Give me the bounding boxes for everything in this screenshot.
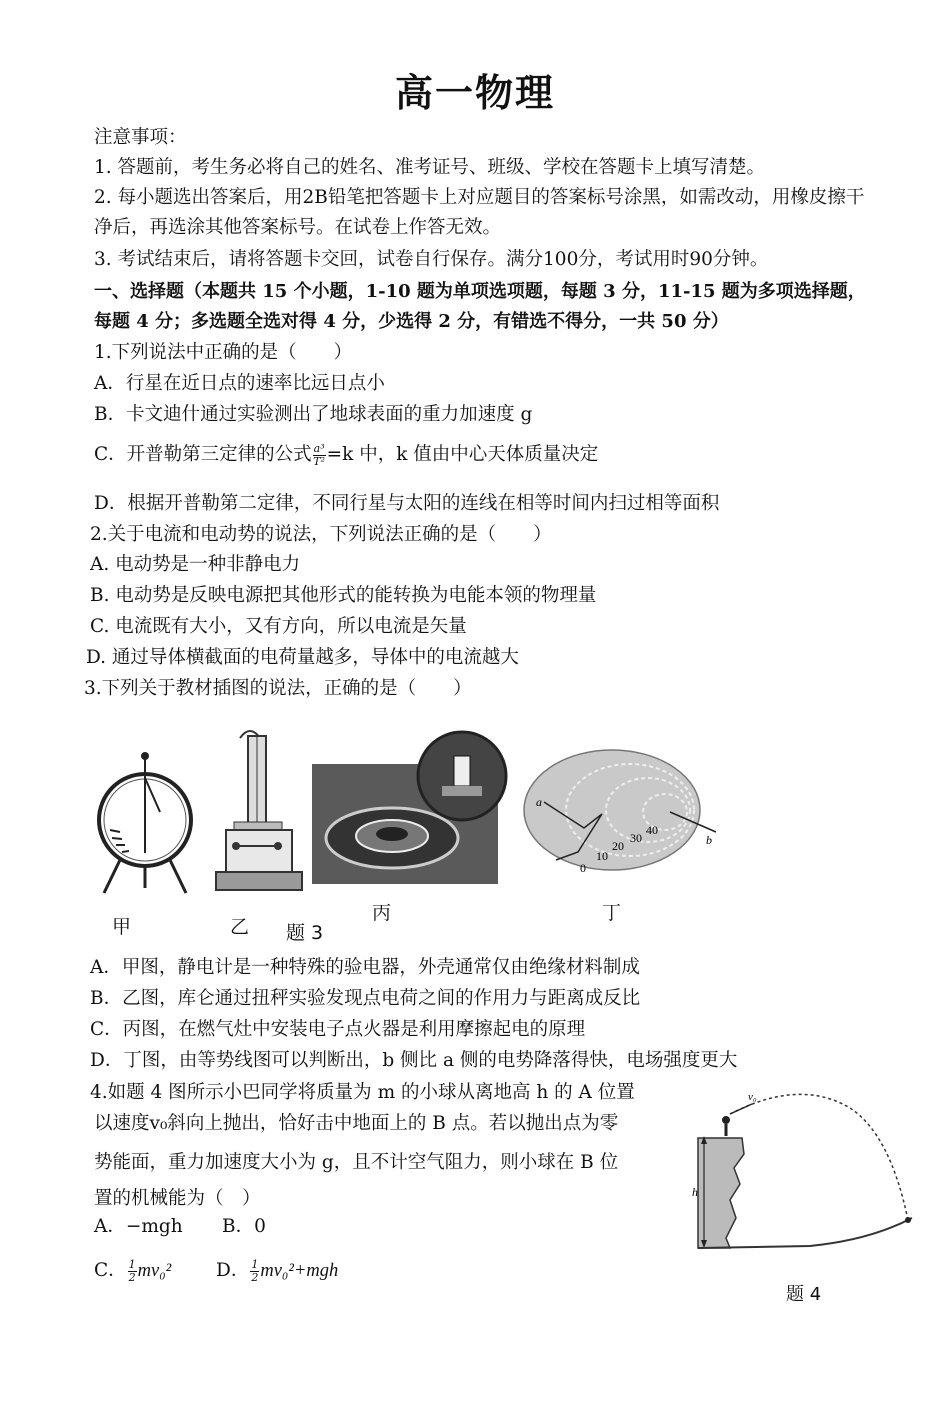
q4-stem-line-4: 置的机械能为（ ） <box>94 1188 261 1209</box>
q2-option-d: D. 通过导体横截面的电荷量越多，导体中的电流越大 <box>86 647 519 668</box>
point-a-label: a <box>536 795 542 809</box>
kepler-fraction <box>313 443 326 468</box>
q4-option-b: B．0 <box>222 1216 266 1237</box>
half-denominator-c: 2 <box>128 1270 136 1284</box>
kepler-numerator: a³ <box>313 441 325 455</box>
q3-option-d: D．丁图，由等势线图可以判断出，b 侧比 a 侧的电势降落得快，电场强度更大 <box>90 1050 738 1071</box>
notice-item-2-line-2: 净后，再选涂其他答案标号。在试卷上作答无效。 <box>94 217 502 238</box>
q4-option-d-expr: mv₀²+mgh <box>260 1261 339 1281</box>
half-denominator-d: 2 <box>251 1270 259 1284</box>
notice-item-2-line-1: 2. 每小题选出答案后，用2B铅笔把答题卡上对应题目的答案标号涂黑，如需改动，用橡皮擦干 <box>94 187 865 208</box>
q4-option-c <box>94 1258 171 1284</box>
q4-option-a: A．−mgh <box>94 1216 183 1237</box>
q3-option-c: C．丙图，在燃气灶中安装电子点火器是利用摩擦起电的原理 <box>90 1019 586 1040</box>
half-fraction-d <box>250 1259 259 1284</box>
notice-item-1: 1. 答题前，考生务必将自己的姓名、准考证号、班级、学校在答题卡上填写清楚。 <box>94 157 766 178</box>
fig-label-bing: 丙 <box>372 902 392 924</box>
half-numerator-d: 1 <box>251 1257 259 1271</box>
q4-stem-line-1: 4.如题 4 图所示小巴同学将质量为 m 的小球从离地高 h 的 A 位置 <box>90 1082 635 1103</box>
half-numerator-c: 1 <box>128 1257 136 1271</box>
q2-stem: 2.关于电流和电动势的说法，下列说法正确的是（ ） <box>90 524 552 545</box>
potential-10-label: 10 <box>596 849 608 863</box>
notice-heading: 注意事项： <box>94 127 187 148</box>
potential-40-label: 40 <box>646 823 658 837</box>
fig-label-ding: 丁 <box>602 902 622 924</box>
q4-option-c-prefix: C． <box>94 1260 127 1281</box>
fig-caption-4: 题 4 <box>786 1284 822 1305</box>
page-title: 高一物理 <box>394 71 555 115</box>
q1-option-d: D．根据开普勒第二定律，不同行星与太阳的连线在相等时间内扫过相等面积 <box>94 493 720 514</box>
q4-option-c-expr: mv₀² <box>137 1261 172 1281</box>
q2-option-a: A. 电动势是一种非静电力 <box>90 554 301 575</box>
point-b-label: b <box>706 833 712 847</box>
q4-stem-line-3: 势能面，重力加速度大小为 g，且不计空气阻力，则小球在 B 位 <box>94 1152 619 1173</box>
gas-stove-figure <box>312 728 510 886</box>
q1-option-a: A．行星在近日点的速率比远日点小 <box>94 373 385 394</box>
q3-stem: 3.下列关于教材插图的说法，正确的是（ ） <box>84 678 472 699</box>
q1-option-c-suffix: =k 中，k 值由中心天体质量决定 <box>326 444 599 465</box>
q4-option-d-prefix: D． <box>216 1260 250 1281</box>
q2-option-b: B. 电动势是反映电源把其他形式的能转换为电能本领的物理量 <box>90 585 597 606</box>
half-fraction-c <box>128 1259 137 1284</box>
equipotential-figure <box>520 748 734 878</box>
torsion-balance-figure <box>212 722 306 900</box>
potential-0-label: 0 <box>580 861 586 875</box>
q3-option-b: B．乙图，库仑通过扭秤实验发现点电荷之间的作用力与距离成反比 <box>90 988 641 1009</box>
fig-caption-3: 题 3 <box>286 922 324 944</box>
notice-item-3: 3. 考试结束后，请将答题卡交回，试卷自行保存。满分100分，考试用时90分钟。 <box>94 249 769 270</box>
section-1-line-1: 一、选择题（本题共 15 个小题，1-10 题为单项选项题，每题 3 分，11-15 题为多项选择题， <box>94 281 866 302</box>
projectile-figure <box>690 1088 920 1264</box>
section-1-line-2: 每题 4 分；多选题全选对得 4 分，少选得 2 分，有错选不得分，一共 50 分） <box>94 311 729 332</box>
potential-20-label: 20 <box>612 839 624 853</box>
q1-stem: 1.下列说法中正确的是（ ） <box>94 342 353 363</box>
fig-label-yi: 乙 <box>230 916 250 938</box>
electroscope-figure <box>92 748 202 898</box>
kepler-denominator: T² <box>313 454 326 468</box>
height-label: h <box>692 1185 698 1199</box>
q1-option-c-prefix: C．开普勒第三定律的公式 <box>94 444 312 465</box>
fig-label-jia: 甲 <box>112 916 132 938</box>
q2-option-c: C. 电流既有大小，又有方向，所以电流是矢量 <box>90 616 467 637</box>
q1-option-c <box>94 442 598 468</box>
v0-label: v₀ <box>748 1091 757 1103</box>
q4-option-d <box>216 1258 338 1284</box>
potential-30-label: 30 <box>630 831 642 845</box>
q3-option-a: A．甲图，静电计是一种特殊的验电器，外壳通常仅由绝缘材料制成 <box>90 957 640 978</box>
q1-option-b: B．卡文迪什通过实验测出了地球表面的重力加速度 g <box>94 404 533 425</box>
q4-stem-line-2: 以速度v₀斜向上抛出，恰好击中地面上的 B 点。若以抛出点为零 <box>94 1113 619 1134</box>
